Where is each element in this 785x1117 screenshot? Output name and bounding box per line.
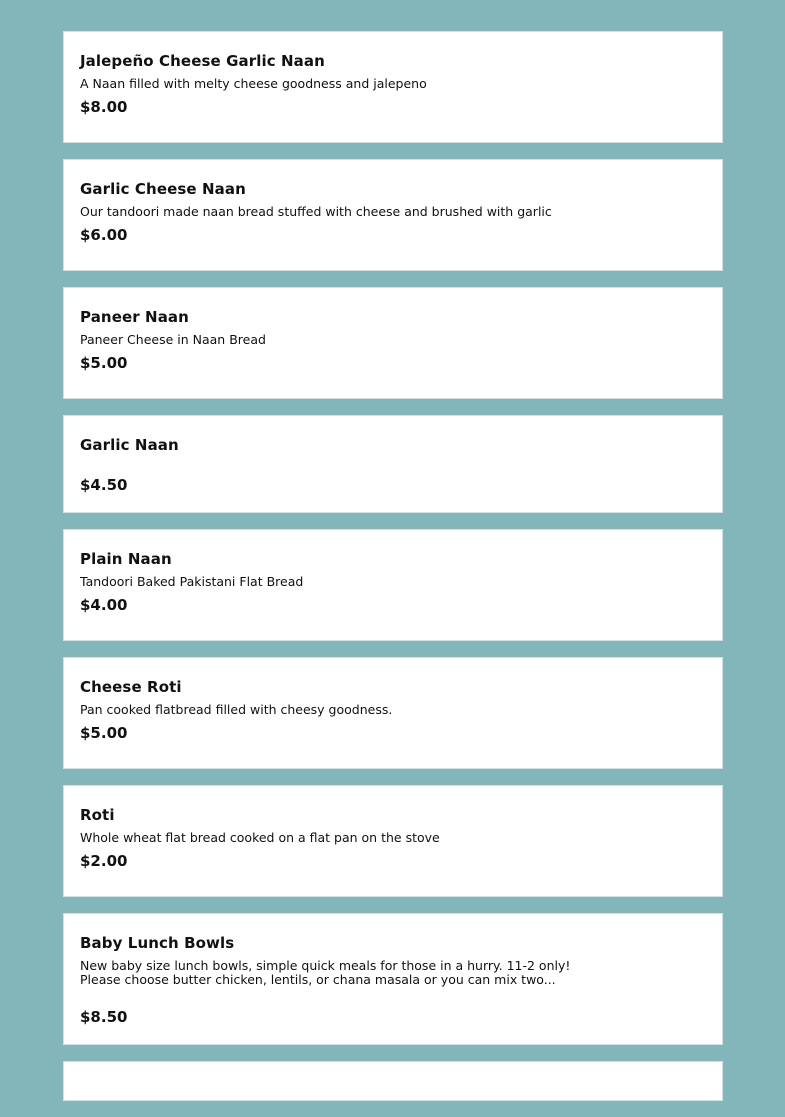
item-price: $5.00 (80, 354, 128, 372)
item-description: Our tandoori made naan bread stuffed with cheese and brushed with garlic (80, 204, 552, 219)
item-description: Paneer Cheese in Naan Bread (80, 332, 266, 347)
item-name: Garlic Naan (80, 436, 179, 454)
item-name: Baby Lunch Bowls (80, 934, 235, 952)
item-price: $4.50 (80, 476, 128, 494)
menu-item-cheese-roti[interactable] (63, 657, 723, 769)
menu-item-garlic-cheese-naan[interactable] (63, 159, 723, 271)
item-description: Pan cooked flatbread filled with cheesy goodness. (80, 702, 393, 717)
menu-item-paneer-naan[interactable] (63, 287, 723, 399)
menu-item-garlic-naan[interactable] (63, 415, 723, 513)
item-price: $2.00 (80, 852, 128, 870)
item-name: Cheese Roti (80, 678, 182, 696)
item-name: Roti (80, 806, 115, 824)
item-name: Garlic Cheese Naan (80, 180, 246, 198)
item-price: $8.00 (80, 98, 128, 116)
menu-item-roti[interactable] (63, 785, 723, 897)
item-name: Jalepeño Cheese Garlic Naan (80, 52, 325, 70)
menu-item-plain-naan[interactable] (63, 529, 723, 641)
item-description: Tandoori Baked Pakistani Flat Bread (80, 574, 304, 589)
item-description: A Naan filled with melty cheese goodness and jalepeno (80, 76, 427, 91)
item-price: $5.00 (80, 724, 128, 742)
item-price: $4.00 (80, 596, 128, 614)
item-name: Plain Naan (80, 550, 172, 568)
menu-item-jalepeno-cheese-garlic-naan[interactable] (63, 31, 723, 143)
item-description: Whole wheat flat bread cooked on a flat pan on the stove (80, 830, 440, 845)
item-price: $6.00 (80, 226, 128, 244)
menu-item-partial[interactable] (63, 1061, 723, 1101)
item-description: New baby size lunch bowls, simple quick meals for those in a hurry. 11-2 only! Please choose butter chicken, lentils, or chana masala or you can mix two... (80, 958, 571, 987)
item-name: Paneer Naan (80, 308, 189, 326)
menu-item-baby-lunch-bowls[interactable] (63, 913, 723, 1045)
menu-item-list (63, 31, 723, 1117)
item-price: $8.50 (80, 1008, 128, 1026)
